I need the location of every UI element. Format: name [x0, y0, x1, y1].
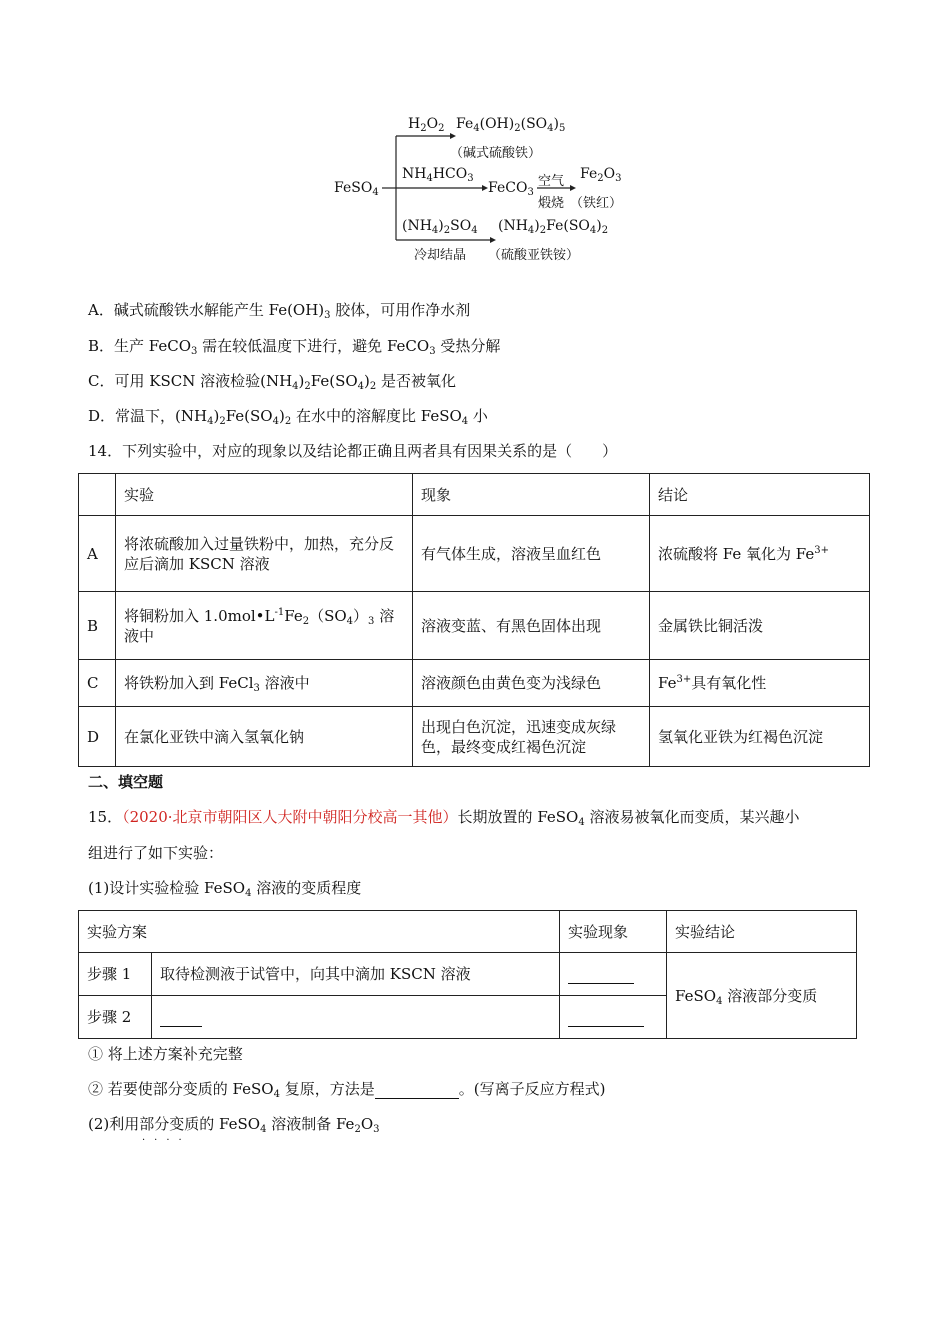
- phenomenon-cell: 出现白色沉淀，迅速变成灰绿色，最终变成红褐色沉淀: [413, 707, 650, 767]
- branch3-condition: 冷却结晶: [414, 248, 467, 263]
- row-label: A: [79, 516, 116, 592]
- branch1-product: $Fe_4(OH)_2(SO_4)_5$: [456, 116, 566, 134]
- branch2-final-product: $Fe_2O_3$: [580, 166, 622, 184]
- phenomenon-cell: 有气体生成，溶液呈血红色: [413, 516, 650, 592]
- table-header-cell: 实验现象: [560, 911, 667, 953]
- question-14-table: [78, 473, 870, 767]
- answer-blank[interactable]: [560, 996, 667, 1039]
- experiment-cell: 将铜粉加入 $1.0mol•L^{-1}Fe_2(SO_4)_3$ 溶液中: [116, 592, 413, 660]
- sub-question-1: ① 将上述方案补充完整: [88, 1045, 243, 1063]
- conclusion-cell: FeSO$_4$ 溶液部分变质: [667, 953, 857, 1039]
- phenomenon-cell: 溶液变蓝、有黑色固体出现: [413, 592, 650, 660]
- conclusion-cell: 氢氧化亚铁为红褐色沉淀: [650, 707, 870, 767]
- table-header-cell: 实验: [116, 474, 413, 516]
- option-c: C．可用 KSCN 溶液检验$(NH_4)_2Fe(SO_4)_2$ 是否被氧化: [88, 372, 457, 392]
- table-row: [79, 516, 870, 592]
- table-header-cell: 实验方案: [79, 911, 560, 953]
- step-text: 取待检测液于试管中，向其中滴加 KSCN 溶液: [152, 953, 560, 996]
- branch2-product: FeCO$_3$: [488, 180, 534, 198]
- answer-blank[interactable]: [375, 1082, 459, 1099]
- option-a: A．碱式硫酸铁水解能产生 $Fe(OH)_3$ 胶体，可用作净水剂: [88, 301, 471, 321]
- table-row: [79, 953, 857, 996]
- branch3-reagent: $(NH_4)_2SO_4$: [402, 218, 478, 236]
- branch2-condition-top: 空气: [538, 174, 565, 189]
- experiment-cell: 将浓硫酸加入过量铁粉中，加热，充分反应后滴加 KSCN 溶液: [116, 516, 413, 592]
- conclusion-cell: $Fe^{3+}$具有氧化性: [650, 660, 870, 707]
- option-b: B．生产 FeCO$_3$ 需在较低温度下进行，避免 FeCO$_3$ 受热分解: [88, 337, 501, 357]
- conclusion-cell: 金属铁比铜活泼: [650, 592, 870, 660]
- row-label: B: [79, 592, 116, 660]
- branch3-product: $(NH_4)_2Fe(SO_4)_2$: [498, 218, 609, 236]
- sub-question-2: ② 若要使部分变质的 FeSO$_4$ 复原，方法是 。(写离子反应方程式): [88, 1080, 606, 1100]
- section-heading: 二、填空题: [88, 773, 164, 791]
- question-15-table: [78, 910, 857, 1039]
- emphasis-dots: ····: [142, 1135, 191, 1146]
- question-15-stem-line2: 组进行了如下实验：: [88, 844, 224, 862]
- answer-blank[interactable]: [152, 996, 560, 1039]
- experiment-cell: 在氯化亚铁中滴入氢氧化钠: [116, 707, 413, 767]
- experiment-cell: 将铁粉加入到 FeCl$_3$ 溶液中: [116, 660, 413, 707]
- question-15-part2: (2)利用部分变质的 FeSO$_4$ 溶液制备 $Fe_2O_3$: [88, 1115, 380, 1135]
- table-row: [79, 660, 870, 707]
- question-15-stem: 15．（2020·北京市朝阳区人大附中朝阳分校高一其他）长期放置的 FeSO$_4$ 溶液易被氧化而变质，某兴趣小: [88, 808, 800, 828]
- question-14-stem: 14．下列实验中，对应的现象以及结论都正确且两者具有因果关系的是（ ）: [88, 442, 618, 460]
- step-label: 步骤 2: [79, 996, 152, 1039]
- step-label: 步骤 1: [79, 953, 152, 996]
- conclusion-cell: 浓硫酸将 Fe 氧化为 $Fe^{3+}$: [650, 516, 870, 592]
- table-header-row: [79, 911, 857, 953]
- phenomenon-cell: 溶液颜色由黄色变为浅绿色: [413, 660, 650, 707]
- table-header-cell: 现象: [413, 474, 650, 516]
- question-source: （2020·北京市朝阳区人大附中朝阳分校高一其他）: [122, 808, 458, 826]
- row-label: C: [79, 660, 116, 707]
- branch1-reagent: $H_2O_2$: [408, 116, 445, 134]
- table-header-cell: 实验结论: [667, 911, 857, 953]
- branch2-reagent: $NH_4HCO_3$: [402, 166, 474, 184]
- branch3-name: （硫酸亚铁铵）: [488, 248, 580, 263]
- reaction-flow-diagram: [330, 108, 630, 268]
- question-15-part1: (1)设计实验检验 FeSO$_4$ 溶液的变质程度: [88, 879, 362, 899]
- option-d: D．常温下，$(NH_4)_2Fe(SO_4)_2$ 在水中的溶解度比 FeSO$_4$ 小: [88, 407, 488, 427]
- branch2-condition-bottom: 煅烧: [538, 196, 565, 211]
- start-compound: FeSO$_4$: [334, 180, 379, 198]
- table-cell: [79, 474, 116, 516]
- branch1-name: （碱式硫酸铁）: [450, 146, 542, 161]
- table-row: [79, 707, 870, 767]
- table-header-cell: 结论: [650, 474, 870, 516]
- row-label: D: [79, 707, 116, 767]
- table-header-row: [79, 474, 870, 516]
- table-row: [79, 592, 870, 660]
- answer-blank[interactable]: [560, 953, 667, 996]
- branch2-final-name: （铁红）: [570, 196, 623, 211]
